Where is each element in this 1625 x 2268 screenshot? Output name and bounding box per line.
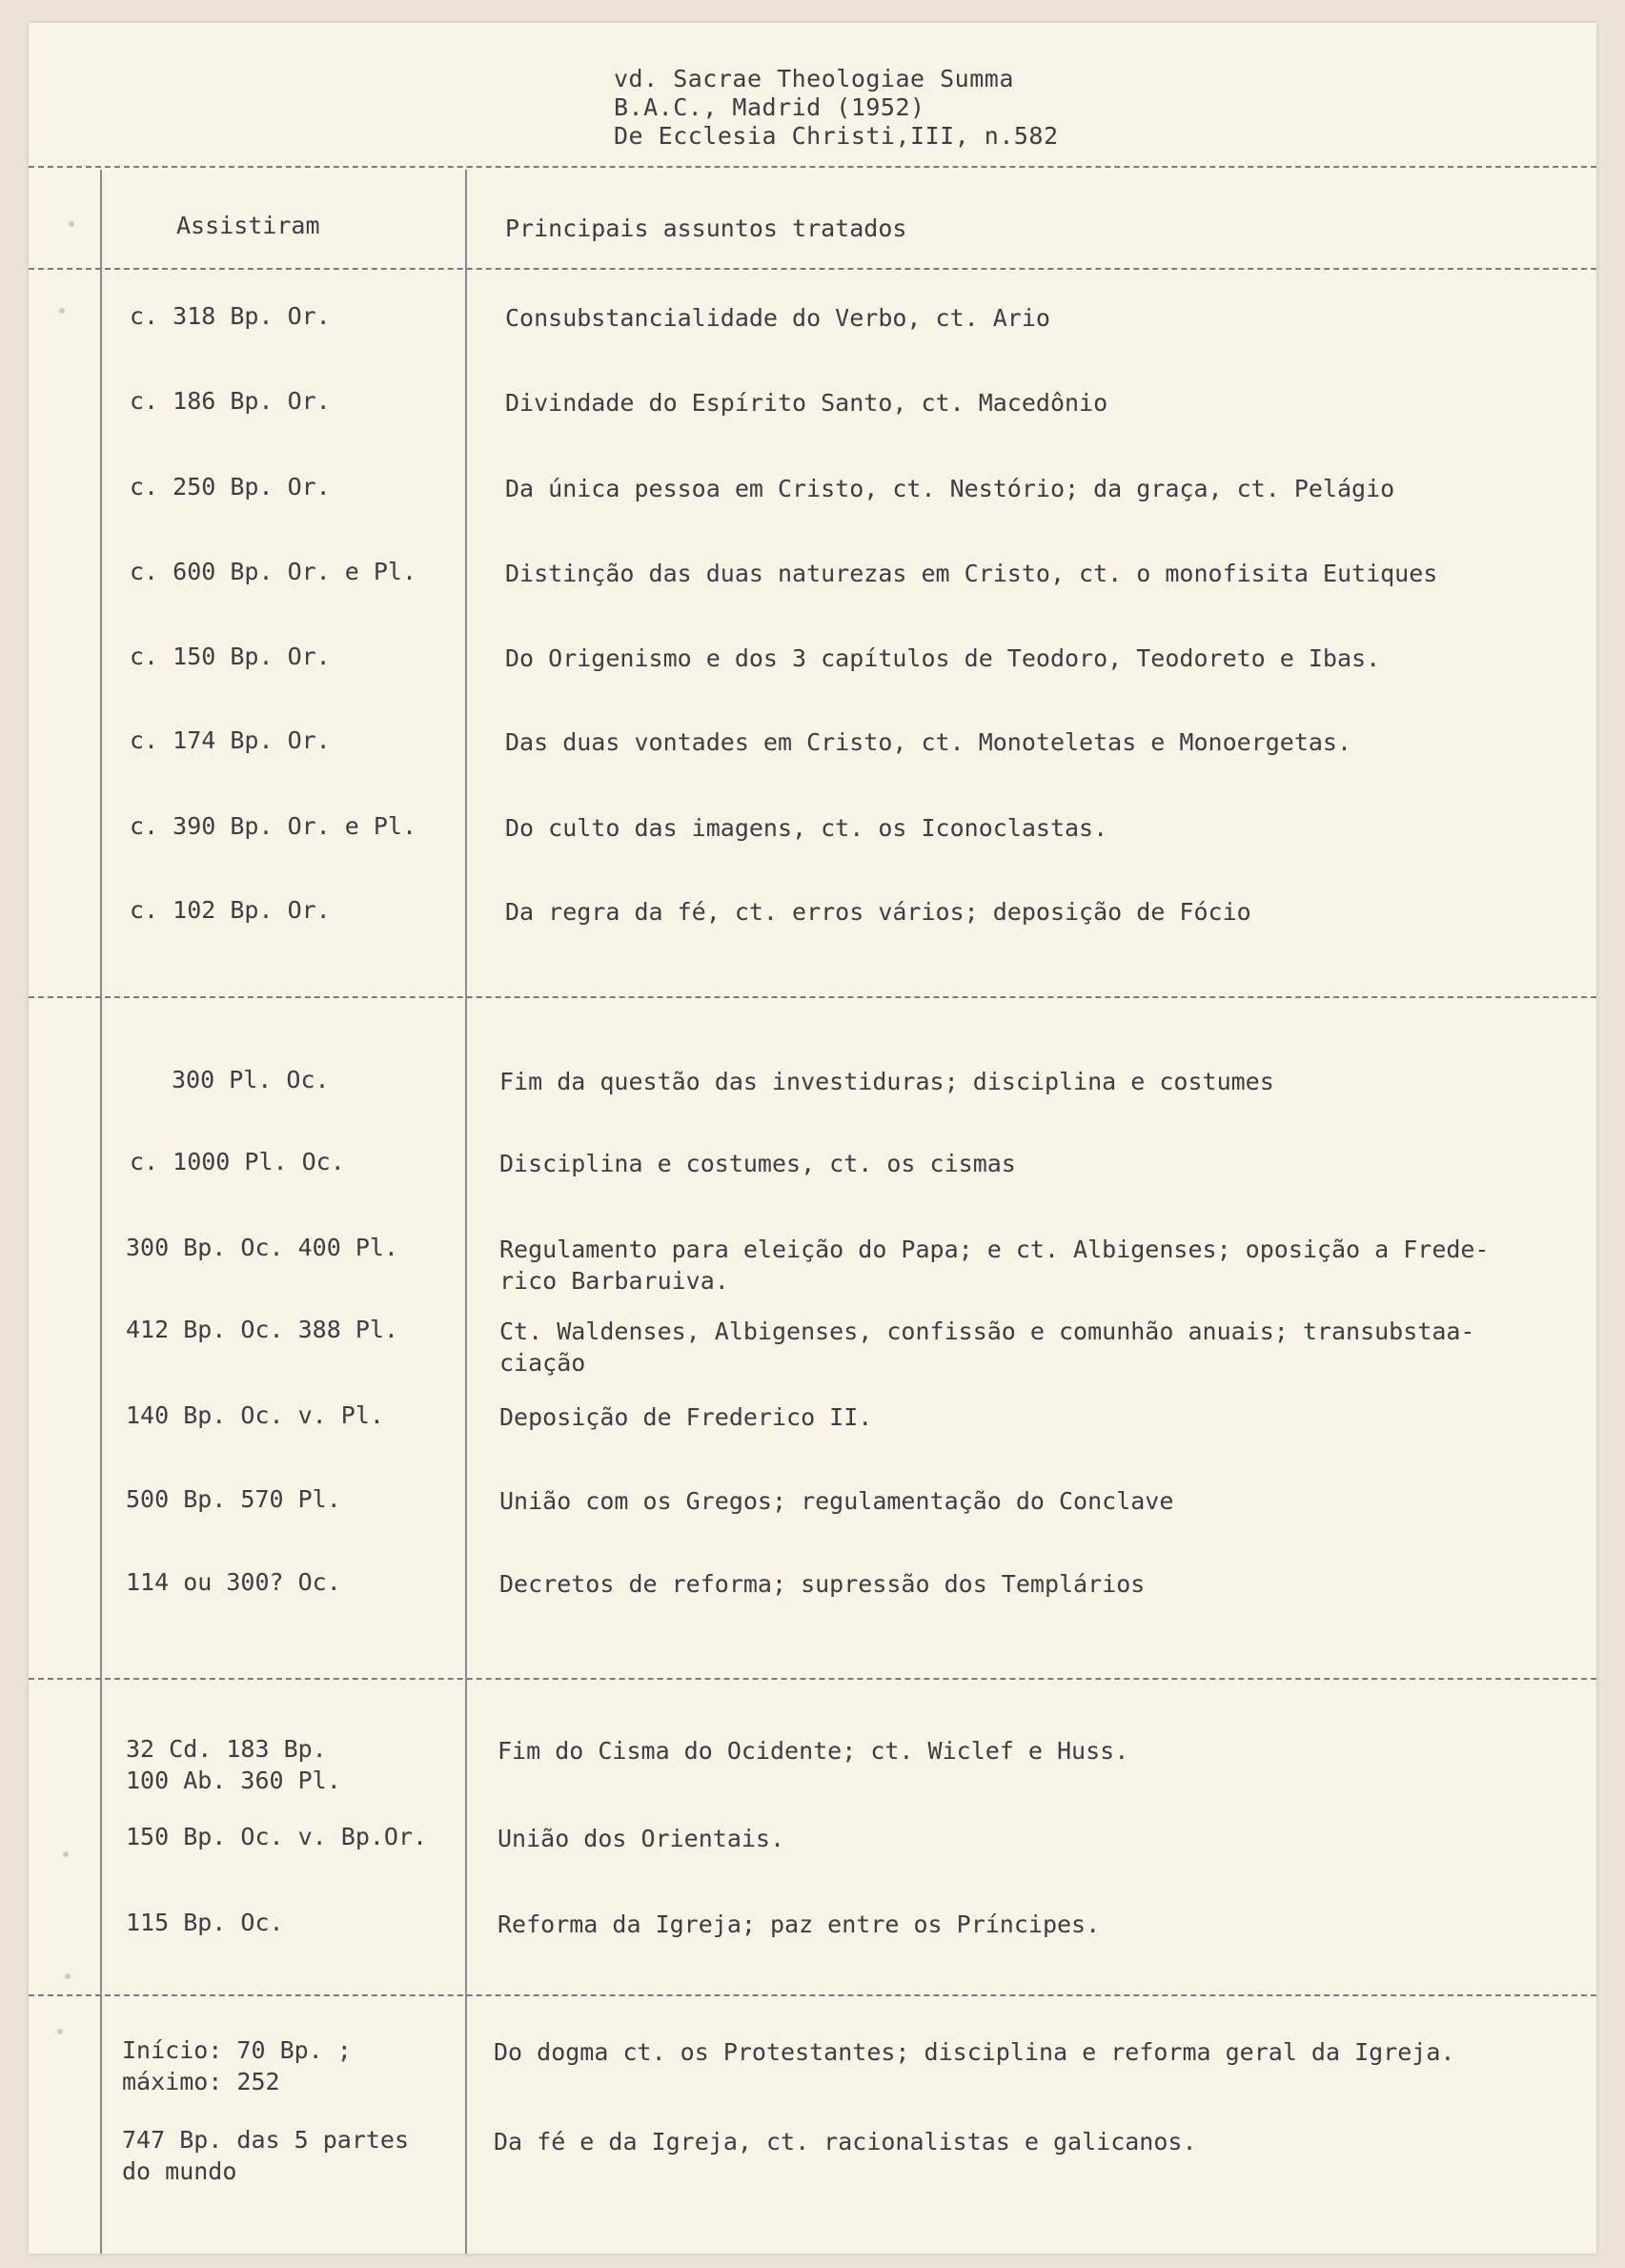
subjects-cell: [498, 1909, 1100, 1940]
subjects-cell: [498, 1823, 784, 1854]
subjects-cell: [505, 558, 1437, 589]
column-header-subjects: Principais assuntos tratados: [505, 215, 907, 242]
punch-mark: [69, 221, 74, 227]
attended-cell: [122, 2124, 409, 2187]
subjects-line: Fim da questão das investiduras; disciplina e costumes: [499, 1068, 1274, 1095]
subjects-cell: [505, 473, 1394, 504]
attended-cell: [130, 556, 416, 587]
subjects-cell: [499, 1148, 1016, 1179]
group-divider-1: [29, 996, 1596, 998]
attended-line: 100 Ab. 360 Pl.: [126, 1767, 341, 1794]
subjects-line: Divindade do Espírito Santo, ct. Macedônio: [505, 389, 1108, 417]
attended-line: 32 Cd. 183 Bp.: [126, 1735, 327, 1763]
subjects-cell: [494, 2036, 1454, 2068]
subjects-cell: [499, 1401, 872, 1433]
subjects-cell: [498, 1735, 1128, 1767]
subjects-cell: [505, 643, 1380, 674]
subjects-cell: [499, 1066, 1274, 1097]
attended-line: 115 Bp. Oc.: [126, 1909, 284, 1936]
subjects-cell: [499, 1316, 1475, 1379]
subjects-line: rico Barbaruiva.: [499, 1267, 729, 1295]
punch-mark: [59, 308, 65, 314]
attended-line: 150 Bp. Oc. v. Bp.Or.: [126, 1823, 428, 1850]
subjects-line: União dos Orientais.: [498, 1825, 785, 1852]
subjects-cell: [499, 1568, 1145, 1600]
left-margin-line: [100, 170, 102, 2254]
subjects-line: Fim do Cisma do Ocidente; ct. Wiclef e Huss.: [498, 1737, 1129, 1765]
subjects-line: Ct. Waldenses, Albigenses, confissão e comunhão anuais; transubstaa-: [499, 1318, 1475, 1345]
attended-line: c. 390 Bp. Or. e Pl.: [130, 812, 417, 840]
top-divider: [29, 166, 1596, 168]
attended-cell: [130, 725, 331, 756]
reference-publisher: B.A.C., Madrid (1952): [614, 93, 925, 121]
group-divider-3: [29, 1994, 1596, 1996]
attended-cell: [126, 1733, 341, 1796]
header-divider: [29, 268, 1596, 270]
subjects-cell: [505, 387, 1107, 419]
attended-line: do mundo: [122, 2157, 237, 2185]
attended-line: 300 Pl. Oc.: [172, 1066, 330, 1093]
punch-mark: [63, 1851, 69, 1857]
subjects-line: Reforma da Igreja; paz entre os Príncipes.: [498, 1910, 1101, 1938]
subjects-line: Deposição de Frederico II.: [499, 1403, 873, 1431]
attended-line: c. 1000 Pl. Oc.: [130, 1148, 345, 1175]
attended-line: 747 Bp. das 5 partes: [122, 2126, 410, 2154]
subjects-line: Da regra da fé, ct. erros vários; deposição de Fócio: [505, 898, 1251, 926]
subjects-cell: [499, 1234, 1490, 1297]
subjects-line: Do Origenismo e dos 3 capítulos de Teodoro, Teodoreto e Ibas.: [505, 644, 1381, 672]
attended-line: c. 186 Bp. Or.: [130, 387, 331, 415]
subjects-line: Disciplina e costumes, ct. os cismas: [499, 1150, 1016, 1177]
attended-line: máximo: 252: [122, 2068, 280, 2095]
reference-section: De Ecclesia Christi,III, n.582: [614, 122, 1059, 150]
subjects-line: Decretos de reforma; supressão dos Templários: [499, 1570, 1146, 1598]
attended-cell: [126, 1232, 398, 1263]
attended-cell: [130, 894, 331, 926]
reference-header: [614, 65, 1059, 151]
attended-line: 500 Bp. 570 Pl.: [126, 1485, 341, 1513]
attended-line: c. 318 Bp. Or.: [130, 302, 331, 330]
attended-line: c. 150 Bp. Or.: [130, 643, 331, 670]
column-divider: [465, 170, 467, 2254]
attended-cell: [126, 1400, 384, 1431]
group-divider-2: [29, 1678, 1596, 1680]
subjects-line: Consubstancialidade do Verbo, ct. Ario: [505, 304, 1050, 332]
subjects-line: Do dogma ct. os Protestantes; disciplina e reforma geral da Igreja.: [494, 2038, 1455, 2066]
attended-line: 300 Bp. Oc. 400 Pl.: [126, 1234, 398, 1261]
attended-line: c. 250 Bp. Or.: [130, 473, 331, 501]
subjects-line: Da fé e da Igreja, ct. racionalistas e galicanos.: [494, 2128, 1197, 2156]
attended-cell: [130, 641, 331, 672]
punch-mark: [57, 2029, 63, 2034]
attended-cell: [130, 1146, 345, 1177]
attended-cell: [122, 2034, 352, 2097]
subjects-line: Distinção das duas naturezas em Cristo, ct. o monofisita Eutiques: [505, 560, 1438, 587]
subjects-line: Das duas vontades em Cristo, ct. Monoteletas e Monoergetas.: [505, 728, 1352, 756]
subjects-line: Regulamento para eleição do Papa; e ct. Albigenses; oposição a Frede-: [499, 1236, 1490, 1263]
subjects-cell: [505, 812, 1107, 844]
attended-cell: [130, 385, 331, 417]
attended-cell: [126, 1566, 341, 1598]
punch-mark: [65, 1973, 71, 1979]
attended-cell: [126, 1821, 427, 1852]
attended-line: Início: 70 Bp. ;: [122, 2036, 352, 2064]
subjects-cell: [505, 896, 1251, 928]
attended-cell: [172, 1064, 330, 1095]
subjects-line: União com os Gregos; regulamentação do Conclave: [499, 1487, 1174, 1515]
subjects-line: ciação: [499, 1349, 586, 1377]
column-header-attended: Assistiram: [176, 212, 320, 239]
attended-cell: [130, 300, 331, 332]
subjects-line: Do culto das imagens, ct. os Iconoclastas.: [505, 814, 1108, 842]
reference-title: vd. Sacrae Theologiae Summa: [614, 65, 1014, 92]
attended-line: c. 600 Bp. Or. e Pl.: [130, 558, 417, 585]
attended-line: 140 Bp. Oc. v. Pl.: [126, 1401, 384, 1429]
subjects-cell: [505, 726, 1351, 758]
subjects-line: Da única pessoa em Cristo, ct. Nestório; da graça, ct. Pelágio: [505, 475, 1395, 502]
attended-cell: [126, 1314, 398, 1345]
attended-line: c. 102 Bp. Or.: [130, 896, 331, 924]
attended-cell: [126, 1483, 341, 1515]
subjects-cell: [505, 302, 1050, 334]
attended-line: 412 Bp. Oc. 388 Pl.: [126, 1316, 398, 1343]
attended-cell: [130, 810, 416, 842]
subjects-cell: [499, 1485, 1173, 1517]
attended-line: 114 ou 300? Oc.: [126, 1568, 341, 1596]
attended-cell: [126, 1907, 284, 1938]
subjects-cell: [494, 2126, 1197, 2157]
attended-cell: [130, 471, 331, 502]
attended-line: c. 174 Bp. Or.: [130, 726, 331, 754]
